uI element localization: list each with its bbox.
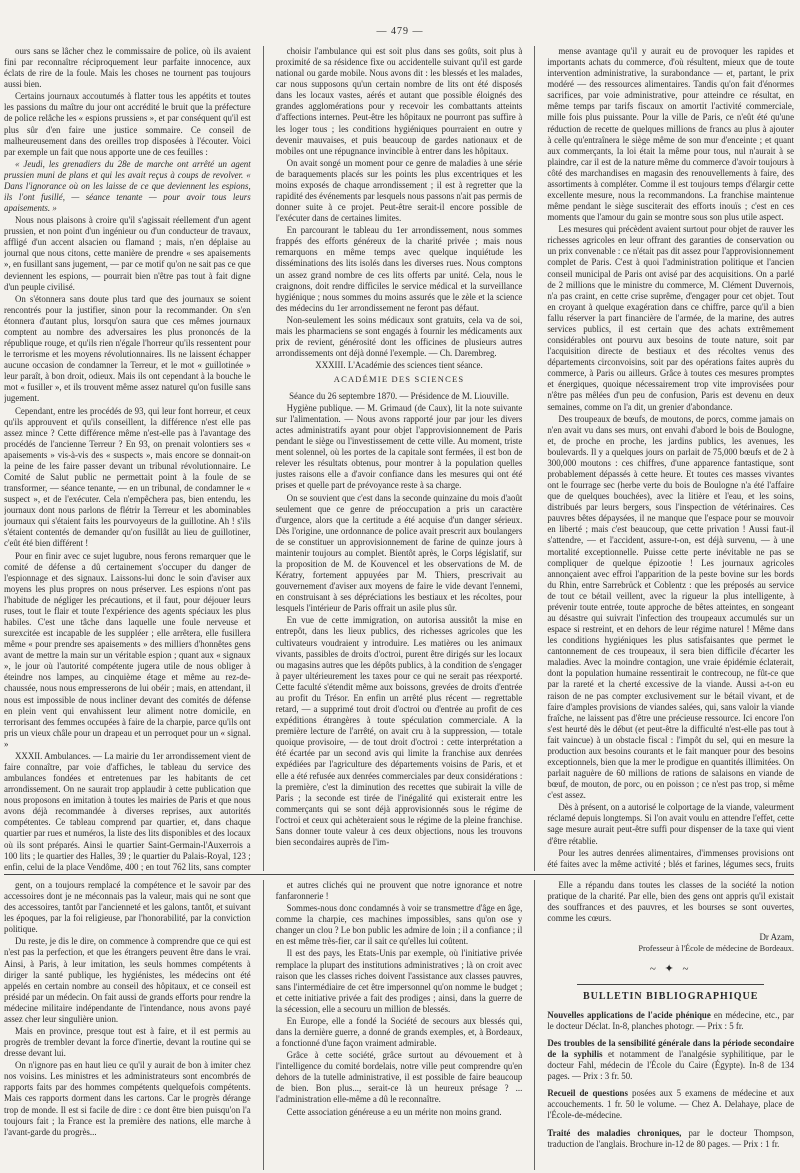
paragraph: gent, on a toujours remplacé la compétence et le savoir par des accessoires dont je ne méconnais pas la valeur, mais qui ne sont que des accessoires, tantôt par l'ancienneté et les galons, tantôt, et suivant les époques, par la foi religieuse, par l'honorabilité, par la conviction politique. bbox=[4, 880, 251, 935]
author-signature: Dr Azam, bbox=[759, 932, 795, 943]
paragraph: Les mesures qui précèdent avaient surtout pour objet de rauver les richesses agricoles en leur offrant des garanties de conservation ou un prix convenable : ce n'était pas dit assez pour l'approvisionnement complet de Paris. C'est à quoi l'administration politique et l'ancien conseil municipal de Paris ont avisé par des acquisitions. On a parlé de 2 millions que le ministre du commerce, M. Clément Duvernois, n'a pas craint, en cette crise suprême, d'engager pour cet objet. Tout en croyant à quelque exagération dans ce chiffre, parce qu'il a bien fallu réserver la part financière de l'armée, de la marine, des autres services publics, il est certain que des achats extrêmement considérables ont pourvu aux besoins de toute nature, soit par l'acquisition directe de bestiaux et des récoltes venus des départements circonvoisins, soit par des opérations faites auprès du commerce, à Paris ou ailleurs. Grâce à toutes ces mesures promptes et énergiques, quoique nécessairement trop vite improvisées pour n'être pas mêlées d'un peu de confusion, Paris est devenu en deux semaines, comme on l'a dit, un grenier d'abondance. bbox=[547, 224, 795, 412]
entry-title: Recueil de questions bbox=[547, 1088, 628, 1099]
paragraph: Nous nous plaisons à croire qu'il s'agissait réellement d'un agent prussien, et non point d'un ingénieur ou d'un conducteur de travaux, affligé d'un accent alsacien ou flamand ; mais, n'en déplaise au journal que nous citons, cette manière de prendre « ses apaisements », en fusillant sans jugement, — par ce motif qu'on ne sait pas ce que deviennent les espions, — pourrait bien n'être pas tout à fait digne d'un peuple civilisé. bbox=[4, 215, 251, 292]
paragraph: « Jeudi, les grenadiers du 28e de marche ont arrêté un agent prussien muni de plans et qui les avait reçus à coups de revolver. « Dans l'ignorance où on les laisse de ce que deviennent les espions, ils l'ont fusillé, — séance tenante — pour avoir tous leurs apaisements. » bbox=[4, 158, 251, 214]
author-title: Professeur à l'École de médecine de Bordeaux. bbox=[638, 944, 795, 954]
paragraph: En vue de cette immigration, on autorisa aussitôt la mise en entrepôt, dans les lieux publics, des richesses agricoles que les cultivateurs voudraient y introduire. Les matières ou les animaux vivants, passibles de droits d'octroi, purent être dirigés sur les locaux ou magasins autres que les dépôts publics, à la condition de s'engager à payer ultérieurement les taxes pour ce qui ne serait pas réexporté. Cette faculté s'étendit même aux boissons, grevées de droits d'entrée au profit du Trésor. En enfin un arrêté plus récent — regrettable retard, — a supprimé tout droit d'octroi ou d'entrée au profit de ces expéditions étrangères à toute spéculation commerciale. A la première lecture de l'arrêté, on avait cru à la suppression, — totale quoique provisoire, — de tout droit d'octroi : cette interprétation a été écartée par un second avis qui limite la franchise aux denrées expédiées par l'agriculture des départements voisins de Paris, et et elle a été refusée aux denrées commerciales par deux considérations : la première, c'est la diminution des recettes que subirait la ville de Paris ; la seconde est tirée de l'inégalité qui existerait entre les commerçants qui se sont déjà approvisionnés sous le régime de l'octroi et ceux qui achèteraient sous le régime de la pleine franchise. Sans donner toute valeur à ces deux objections, nous les trouvons bien secondaires auprès de l'im- bbox=[275, 615, 523, 847]
paragraph: Elle a répandu dans toutes les classes de la société la notion pratique de la charité. Par elle, bien des gens ont appris qu'il existait des souffrances et des pauvres, et les bourses se sont ouvertes, comme les cœurs. bbox=[547, 880, 795, 924]
academy-heading: ACADÉMIE DES SCIENCES bbox=[333, 374, 465, 385]
paragraph: Grâce à cette société, grâce surtout au dévouement et à l'intelligence du comité bordelais, notre ville peut comprendre qu'en dehors de la tutelle administrative, il est possible de faire beaucoup de bien. Bon plus..., serait-ce là un heureux présage ? ... l'administration elle-même a dû le reconnaître. bbox=[275, 1050, 523, 1105]
entry-title: Des troubles de la sensibilité générale dans la période secondaire de la syphilis bbox=[547, 1038, 795, 1060]
paragraph: En parcourant le tableau du 1er arrondissement, nous sommes frappés des efforts généreux de la charité privée ; mais nous remarquons en même temps avec quelque inquiétude les disséminations des lits isolés dans les diverses rues. Nous comptons un assez grand nombre de ces lits offerts par unité. Cela, nous le craignons, doit rendre difficiles le service médical et la surveillance hygiénique ; nous sommes du moins assurés que le zèle et la science des médecins du 1er arrondissement ne feront pas défaut. bbox=[275, 225, 523, 313]
bottom-column-right bbox=[547, 880, 794, 1170]
paragraph: Cependant, entre les procédés de 93, qui leur font horreur, et ceux qu'ils approuvent et qu'ils conseillent, la différence n'est elle pas assez mince ? Cette différence même n'est-elle pas à l'avantage des procédés de l'ancienne Terreur ? En 93, on prenait volontiers ses « apaisements » vis-à-vis des « suspects », mais encore se donnait-on la peine de les faire passer devant un tribunal révolutionnaire. Le Comité de Salut public ne permettait point à la foule de se transformer, — séance tenante, — en un tribunal, de condamner le « suspect », et de l'exécuter. Cela n'empêchera pas, bien entendu, les journaux dont nous parlons de flétrir la Terreur et les abominables journaux qui s'étaient faits les pourvoyeurs de la guillotine. Ah ! s'ils s'étaient contentés de demander qu'on fusillât au lieu de guillotiner, c'eût été bien différent ! bbox=[4, 405, 251, 549]
bibliography-entry bbox=[547, 1088, 794, 1121]
bulletin-heading: BULLETIN BIBLIOGRAPHIQUE bbox=[582, 991, 759, 1003]
paragraph: choisir l'ambulance qui est soit plus dans ses goûts, soit plus à proximité de sa résidence fixe ou accidentelle suivant qu'il est garde national ou garde mobile. Nous avons dit : les blessés et les malades, car nous supposons qu'un certain nombre de lits ont été disposés dans les locaux vastes, aérés et autant que possible éloignés des grandes agglomérations pour y recevoir les combattants atteints d'affections internes. Peut-être les hôpitaux ne pourront pas suffire à les loger tous ; les conditions hygiéniques pourraient en outre y devenir mauvaises, et puis beaucoup de gardes nationaux et de mobiles ont une répugnance invincible à entrer dans les hôpitaux. bbox=[275, 46, 523, 156]
paragraph: Dès à présent, on a autorisé le colportage de la viande, valeurment réclamé depuis longtemps. Si l'on avait voulu en attendre l'effet, cette sage mesure aurait peut-être suffi pour dispenser de la taxe qui vient d'être rétablie. bbox=[547, 802, 795, 846]
paragraph: On se souvient que c'est dans la seconde quinzaine du mois d'août seulement que ce genre de préoccupation a pris un caractère d'urgence, alors que la certitude a été acquise d'un danger sérieux. Dès l'origine, une ordonnance de police avait prescrit aux boulangers de se constituer un approvisionnement de farine de quinze jours à maintenir toujours au complet. Bientôt après, le Corps législatif, sur la proposition de M. de Kouvencel et les observations de M. de Kératry, fortement appuyées par M. Thiers, prescrivait au gouvernement d'aviser aux moyens de faire le vide devant l'ennemi, en construisant à ses dépréciations les bestiaux et les récoltes, pour lesquels l'intérieur de Paris offrait un asile plus sûr. bbox=[275, 492, 523, 614]
heading-rule bbox=[577, 984, 764, 985]
entry-title: Nouvelles applications de l'acide phénique bbox=[547, 1009, 711, 1020]
bottom-section bbox=[4, 880, 794, 1170]
paragraph: mense avantage qu'il y aurait eu de provoquer les rapides et importants achats du commerce, d'où résultent, mieux que de toute intervention administrative, la surabondance — et, partant, le prix modéré — des ressources alimentaires. Tandis qu'on fait d'énormes sacrifices, par voie administrative, pour atteindre ce résultat, en même temps par tarifs fiscaux on amortit l'activité commerciale, mille fois plus puissante. Pour la ville de Paris, ce n'eût été qu'une réduction de recette de quelques millions de francs au plus à ajouter à celle qu'entraînera le siège même de son mur d'enceinte ; et quant aux commerçants, la loi était la même pour tous, nul n'aurait à se plaindre, car il est de la nature même du commerce d'avoir toujours à côté des marchandises en magasin des renouvellements à faire, des assortiments à compléter. Comme il est toujours temps d'élargir cette excellente mesure, nous la recommandons. La franchise maintenue même pendant le siège susciterait des efforts inouïs ; c'est en ces moments que l'amour du gain se montre sous son plus utile aspect. bbox=[547, 46, 795, 223]
paragraph: Il est des pays, les Etats-Unis par exemple, où l'initiative privée remplace la plupart des institutions administratives ; là on croit avec raison que les classes riches doivent l'assistance aux classes pauvres, sans l'intermédiaire de cet être impersonnel qu'on nomme le budget ; et cette initiative privée a fait des prodiges ; ainsi, dans la guerre de la sécession, elle a secouru un million de blessés. bbox=[275, 948, 523, 1014]
paragraph: On s'étonnera sans doute plus tard que des journaux se soient rencontrés pour la justifier, sinon pour la recommander. On s'en étonnera d'autant plus, lorsqu'on saura que ces mêmes journaux comptent au nombre des adversaires les plus prononcés de la république rouge, et qu'ils rien n'égale l'horreur qu'ils ressentent pour le terrorisme et les moyens révolutionnaires. Ils ne laissent échapper aucune occasion de condamner la Terreur, et le mot « guillotinée » leur paraît, à bon droit, odieux. Mais ils ont cependant à la bouche le mot « fusiller », et ils trouvent même assez naturel qu'on fusille sans jugement. bbox=[4, 293, 251, 404]
section-rule bbox=[4, 874, 794, 875]
column-divider bbox=[263, 46, 264, 871]
paragraph: ours sans se lâcher chez le commissaire de police, où ils avaient fini par reconnaître réciproquement leur parfaite innocence, aux éclats de rire de la foule. Mais les choses ne tournent pas toujours aussi bien. bbox=[4, 46, 251, 90]
entry-details: et notamment de l'analgésie syphilitique, par le docteur Fahl, médecin de l'École du Caire (Égypte). In-8 de 134 pages. — Prix : 3 fr. 50. bbox=[547, 1049, 795, 1082]
entry-details: par le docteur Thompson, traduction de l'anglais. Brochure in-12 de 80 pages. — Prix : 1 fr. bbox=[547, 1127, 795, 1149]
column-divider bbox=[263, 880, 264, 1170]
entry-details: en médecine, etc., par le docteur Déclat. In-8, planches photogr. — Prix : 5 fr. bbox=[547, 1009, 794, 1031]
paragraph: Non-seulement les soins médicaux sont gratuits, cela va de soi, mais les pharmaciens se sont engagés à fournir les médicaments aux prix de revient, générosité dont les officines de plusieurs autres arrondissements ont déjà donné l'exemple. — Ch. Darembreg. bbox=[275, 314, 523, 359]
paragraph: Cette association généreuse a eu un mérite non moins grand. bbox=[286, 1106, 502, 1117]
entry-details: posées aux 5 examens de médecine et aux accouchements. 1 fr. 50 le volume. — Chez A. Delahaye, place de l'École-de-médecine. bbox=[547, 1088, 795, 1121]
paragraph: XXXII. Ambulances. — La mairie du 1er arrondissement vient de faire connaître, par voie d'affiches, le tableau du service des ambulances fondées et entretenues par les habitants de cet arrondissement. On ne saurait trop applaudir à cette publication que nous proposons en imitation à toutes les mairies de Paris et que nous avons déjà recommandée à diverses reprises, aux autorités compétentes. Ce tableau comprend par quartier, et, dans chaque quartier par rues et numéros, la liste des lits disponibles et des locaux où ils sont préparés. Ainsi le quartier Saint-Germain-l'Auxerrois a 100 lits ; le quartier des Halles, 39 ; le quartier du Palais-Royal, 123 ; enfin, celui de la place Vendôme, 400 ; en tout 762 lits, sans compter bbox=[4, 750, 251, 871]
section-heading: XXXIII. L'Académie des sciences tient séance. bbox=[315, 360, 483, 371]
entry-title: Traité des maladies chroniques, bbox=[547, 1127, 682, 1138]
column-divider bbox=[534, 46, 535, 871]
bibliography-entry bbox=[547, 1128, 794, 1150]
paragraph: Hygiène publique. — M. Grimaud (de Caux), lit la note suivante sur l'alimentation. — Nous avons rapporté jour par jour les divers actes administratifs ayant pour objet l'approvisionnement de Paris pendant le siège ou l'investissement de cette ville. Au moment, triste ment solennel, où les portes de la capitale sont fermées, il est bon de relever les résultats obtenus, pour montrer à la population quelles justes raisons elle a d'avoir confiance dans les mesures qui ont été prises et quelle part de prévoyance reste à sa charge. bbox=[275, 402, 523, 491]
session-line: Séance du 26 septembre 1870. — Présidence de M. Liouville. bbox=[289, 390, 509, 401]
column-right bbox=[547, 46, 794, 871]
bottom-column-left bbox=[4, 880, 251, 1170]
paragraph: Pour les autres denrées alimentaires, d'immenses provisions ont été faites avec la même activité ; blés et farines, légumes secs, fruits bbox=[547, 847, 795, 869]
page-number: — 479 — bbox=[376, 26, 424, 37]
paragraph: On avait songé un moment pour ce genre de maladies à une série de baraquements placés sur les points les plus excentriques et les moins exposés de chaque arrondissement ; il est à regretter que la rapidité des événements par lesquels nous passons n'ait pas permis de donner suite à ce projet. Peut-être serait-il encore possible de l'exécuter dans de certaines limites. bbox=[275, 157, 523, 224]
top-section bbox=[4, 46, 794, 871]
bibliography-entry bbox=[547, 1038, 794, 1082]
paragraph: et autres clichés qui ne prouvent que notre ignorance et notre fanfaronnerie ! bbox=[275, 880, 523, 902]
paragraph: Mais en province, presque tout est à faire, et il est permis au progrès de trembler devant la force d'inertie, devant la routine qui se dresse devant lui. bbox=[4, 1026, 251, 1059]
paragraph: Certains journaux accoutumés à flatter tous les appétits et toutes les passions du maître du jour ont accrédité le bruit que la préfecture de police relâche les « espions prussiens », et par conséquent qu'il est plus sûr d'en faire une justice sommaire. Ce conseil de malheureusement dans des oreilles trop disposées à l'écouter. Voici par exemple un fait que nous apporte une de ces feuilles : bbox=[4, 91, 251, 157]
paragraph: On n'ignore pas en haut lieu ce qu'il y aurait de bon à imiter chez nos voisins. Les ministres et les administrateurs sont encombrés de rapports faits par des hommes compétents quelquefois compétents. Mais ces rapports dorment dans les cartons. Car le progrès dérange trop de monde. Il est si facile de dire : ce dont être bien puisqu'on l'a toujours fait ; la France est la première des nations, elle marche à l'avant-garde du progrès... bbox=[4, 1060, 251, 1137]
paragraph: Pour en finir avec ce sujet lugubre, nous ferons remarquer que le comité de défense a dû certainement s'occuper du danger de l'espionnage et des signaux. Laissons-lui donc le soin d'aviser aux moyens les plus propres on nous préserver. Les espions n'ont pas l'habitude de négliger les précautions, et il faut, pour déjouer leurs ruses, tout le flair et toute l'expérience des agents spéciaux les plus habiles. C'est une tâche dans laquelle une foule nerveuse et surexcitée est incapable de les suppléer ; elle arrêtera, elle fusillera même « pour prendre ses apaisements » des milliers d'honnêtes gens avant de mettre la main sur un véritable espion ; quant aux « signaux », le jour où l'autorité compétente jugera utile de nous obliger à éteindre nos lampes, au cinquième étage et même au rez-de-chaussée, nous nous empresserons de lui obéir ; mais, en attendant, il nous est impossible de nous incliner devant des comités de défense en plein vent qui envahissent leur aliment notre domicile, en terrorisant des femmes occupées à faire de la charpie, parce qu'ils ont pris un vieux châle pour un drapeau et un perroquet pour un « signal. » bbox=[4, 550, 251, 749]
bottom-column-middle bbox=[276, 880, 523, 1170]
paragraph: Du reste, je dis le dire, on commence à comprendre que ce qui est n'est pas la perfection, et que les étrangers peuvent être dans le vrai. Ainsi, à Paris, à leur imitation, les seuls hommes compétents à diriger la santé publique, les hygiénistes, les médecins ont été appelés en certain nombre au conseil des hôpitaux, et ce conseil est présidé par un médecin. On fait aussi de grands efforts pour rendre la médecine militaire indépendante de l'intendance, nous avons payé assez cher leur singulière union. bbox=[4, 936, 251, 1024]
paragraph: Sommes-nous donc condamnés à voir se transmettre d'âge en âge, comme la charpie, ces machines impossibles, sans qu'on ose y changer un clou ? Le bon public les admire de loin ; il a confiance ; il en est même très-fier, car il sait ce qu'elles lui coûtent. bbox=[275, 903, 523, 947]
column-left bbox=[4, 46, 251, 871]
bibliography-entry bbox=[547, 1010, 794, 1032]
ornament-divider: ~ ✦ ~ bbox=[649, 962, 692, 975]
paragraph: Des troupeaux de bœufs, de moutons, de porcs, comme jamais on n'en avait vu dans ses murs, ont envahi d'abord le bois de Boulogne, et, de proche en proche, les jardins publics, les avenues, les boulevards. Il y a quelques jours on parlait de 75,000 bœufs et de 2 à 300,000 moutons : ces chiffres, d'une apparence fantastique, sont probablement dépassés à cette heure. Et toutes ces masses vivantes ont le fourrage sec (herbe verte du bois de Boulogne n'a été l'affaire que de quelques bouchées), avec la litière et l'eau, et les soins, distribués par leurs bergers, sous l'inspection de vétérinaires. Ces pauvres bêtes dépaysées, il ne manque que l'espace pour se mouvoir en liberté ; mais c'est beaucoup, que cette privation ! Aussi faut-il s'attendre, — et l'accident, assure-t-on, est déjà survenu, — à une mortalité exceptionnelle. Puisse cette perte inévitable ne pas se compliquer de quelque épizootie ! Les journaux agricoles annonçaient avec effroi l'apparition de la peste bovine sur les bords du Rhin, entre Sarrebrück et Coblentz : que les préposés au service de tout ce bétail veillent, avec la rigueur la plus intelligente, à prévenir toute entrée, toute approche de bêtes atteintes, en songeant au désastre qui suivrait l'infection des troupeaux accumulés sur un espace si restreint, et en dehors de leur régime naturel ! Même dans les conditions hygiéniques les plus satisfaisantes que permet le cantonnement de ces troupeaux, il sera bien difficile d'écarter les maladies. Avec la moindre contagion, une vraie épidémie éclaterait, dont la population humaine ressentirait le contrecoup, ne fût-ce que par la rareté et la cherté excessive de la viande. Aussi a-t-on eu raison de ne pas compter exclusivement sur le bétail vivant, et de faire d'amples provisions de viandes salées, qui, sans valoir la viande fraîche, ne laissent pas d'être une précieuse ressource. Ici encore l'on s'est heurté dès le début (et peut-être la difficulté n'est-elle pas tout à fait vaincue) à un obstacle fiscal : l'impôt du sel, qui en mesure la production aux besoins courants et le fait manquer pour des besoins exceptionnels, bien que la mer le prodigue en quantités illimitées. On parlait naguère de 60 millions de rations de salaisons en viande de bœuf, de mouton, de porc, ou en poisson ; ce n'est pas trop, si même c'est assez. bbox=[547, 413, 795, 801]
paragraph: En Europe, elle a fondé la Société de secours aux blessés qui, dans la dernière guerre, a donné de grands exemples, et, à Bordeaux, a fonctionné d'une façon vraiment admirable. bbox=[275, 1015, 523, 1049]
column-middle bbox=[276, 46, 523, 871]
column-divider bbox=[534, 880, 535, 1170]
